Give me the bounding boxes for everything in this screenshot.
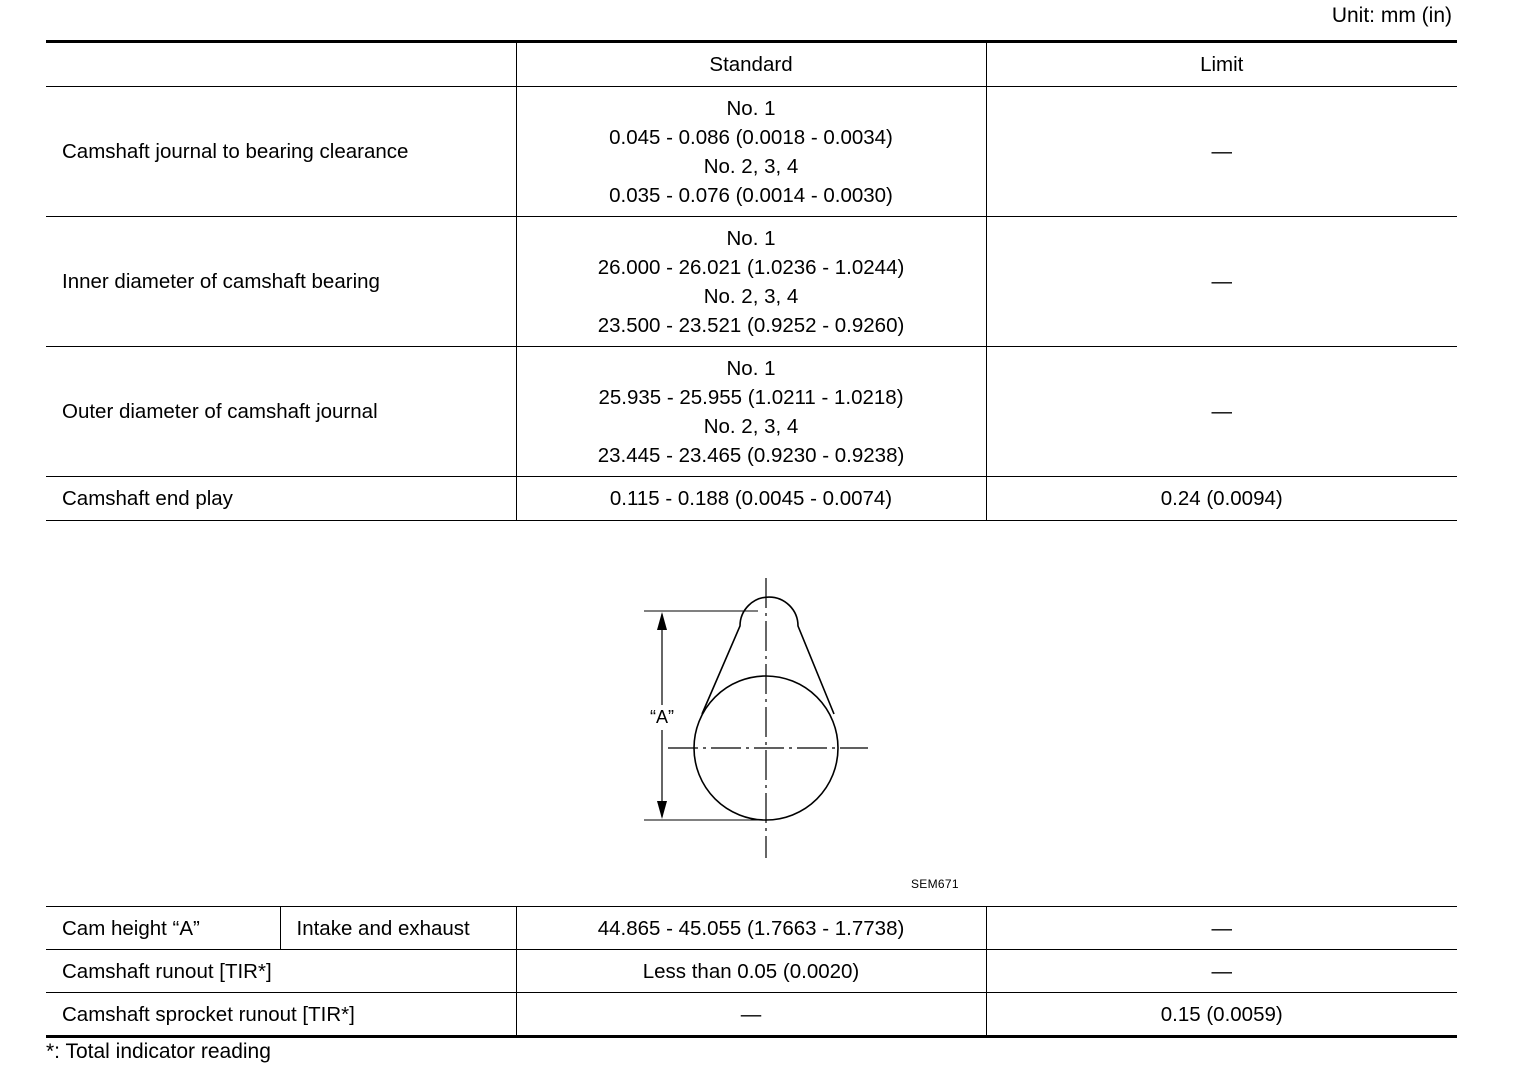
- camshaft-spec-table: [46, 40, 1457, 521]
- table-row: [46, 87, 1457, 217]
- standard-line: 23.500 - 23.521 (0.9252 - 0.9260): [597, 313, 905, 337]
- dimension-label: “A”: [650, 707, 674, 727]
- limit-cell: 0.24 (0.0094): [986, 477, 1457, 521]
- cam-lobe-outline: [702, 597, 834, 714]
- row-label: Cam height “A”: [46, 907, 280, 950]
- standard-line: No. 1: [726, 226, 776, 250]
- limit-cell: —: [986, 950, 1457, 993]
- row-label: Inner diameter of camshaft bearing: [46, 217, 516, 347]
- limit-cell: —: [986, 217, 1457, 347]
- standard-cell: —: [516, 993, 986, 1037]
- standard-cell: Less than 0.05 (0.0020): [516, 950, 986, 993]
- row-label: Camshaft end play: [46, 477, 516, 521]
- table-row: [46, 347, 1457, 477]
- row-label: Camshaft journal to bearing clearance: [46, 87, 516, 217]
- standard-cell: 0.115 - 0.188 (0.0045 - 0.0074): [516, 477, 986, 521]
- limit-cell: —: [986, 347, 1457, 477]
- standard-cell: 44.865 - 45.055 (1.7663 - 1.7738): [516, 907, 986, 950]
- row-label: Outer diameter of camshaft journal: [46, 347, 516, 477]
- standard-line: 0.045 - 0.086 (0.0018 - 0.0034): [609, 125, 893, 149]
- standard-line: 23.445 - 23.465 (0.9230 - 0.9238): [597, 443, 905, 467]
- table-row: [46, 950, 1457, 993]
- table-row: [46, 477, 1457, 521]
- arrow-down-icon: [657, 801, 667, 819]
- table-row: [46, 993, 1457, 1037]
- unit-label: Unit: mm (in): [1331, 4, 1452, 27]
- figure-code: SEM671: [911, 877, 959, 891]
- table-row: [46, 907, 1457, 950]
- standard-line: 26.000 - 26.021 (1.0236 - 1.0244): [597, 255, 905, 279]
- header-limit: Limit: [986, 42, 1457, 87]
- standard-line: No. 2, 3, 4: [703, 414, 799, 438]
- table-row: [46, 217, 1457, 347]
- standard-line: No. 2, 3, 4: [703, 284, 799, 308]
- header-standard: Standard: [516, 42, 986, 87]
- limit-cell: 0.15 (0.0059): [986, 993, 1457, 1037]
- standard-line: No. 1: [726, 96, 776, 120]
- standard-cell: [516, 217, 986, 347]
- standard-line: 0.035 - 0.076 (0.0014 - 0.0030): [609, 183, 893, 207]
- arrow-up-icon: [657, 612, 667, 630]
- row-sublabel: Intake and exhaust: [280, 907, 516, 950]
- standard-line: No. 1: [726, 356, 776, 380]
- header-blank: [46, 42, 516, 87]
- table-header-row: [46, 42, 1457, 87]
- cam-height-table: [46, 906, 1457, 1038]
- footnote: *: Total indicator reading: [46, 1040, 271, 1063]
- row-label: Camshaft runout [TIR*]: [46, 950, 516, 993]
- row-label: Camshaft sprocket runout [TIR*]: [46, 993, 516, 1037]
- limit-cell: —: [986, 87, 1457, 217]
- standard-cell: [516, 347, 986, 477]
- standard-line: 25.935 - 25.955 (1.0211 - 1.0218): [598, 385, 904, 409]
- cam-height-diagram: [630, 570, 880, 870]
- standard-line: No. 2, 3, 4: [703, 154, 799, 178]
- standard-cell: [516, 87, 986, 217]
- limit-cell: —: [986, 907, 1457, 950]
